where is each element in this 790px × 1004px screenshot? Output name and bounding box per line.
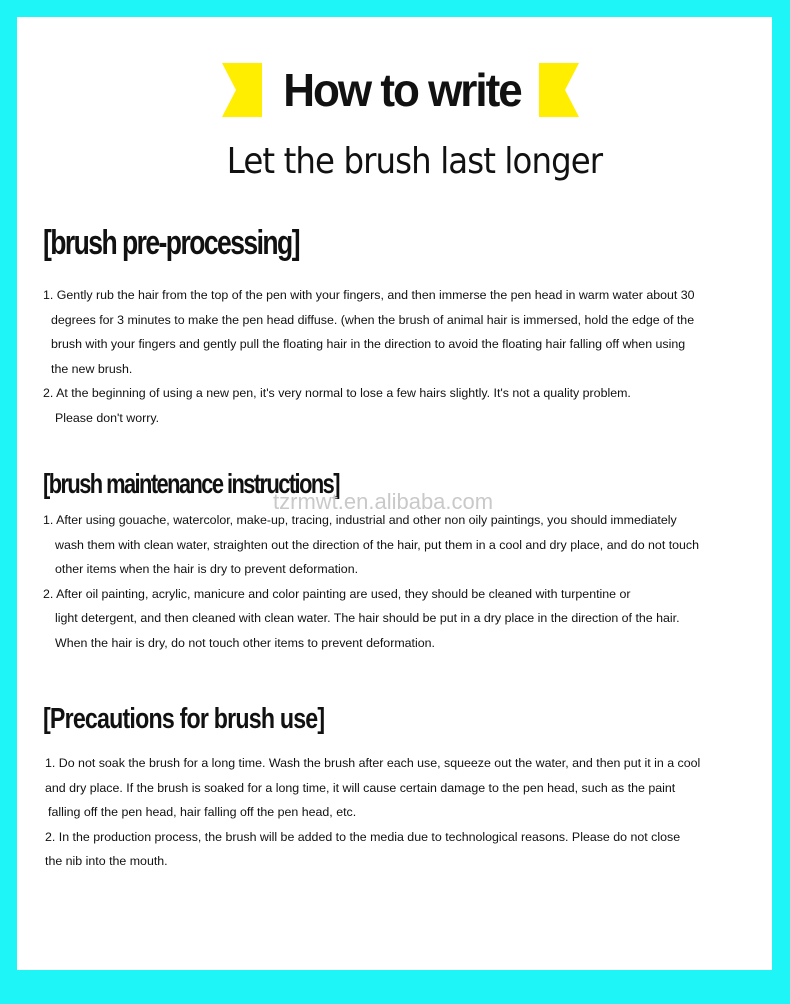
watermark: tzrmwt.en.alibaba.com <box>273 489 494 514</box>
body-line: light detergent, and then cleaned with clean water. The hair should be put in a dry place in the direction of the hair. <box>55 611 680 625</box>
page-subtitle: Let the brush last longer <box>226 141 603 182</box>
section-heading-pre-processing: [brush pre-processing] <box>43 224 299 262</box>
section-heading-maintenance: [brush maintenance instructions] <box>43 468 339 499</box>
page-title: How to write <box>283 64 521 117</box>
body-line: other items when the hair is dry to prevent deformation. <box>55 562 359 576</box>
body-line: Please don't worry. <box>55 410 160 425</box>
body-line: brush with your fingers and gently pull the floating hair in the direction to avoid the floating hair falling off when using <box>51 337 686 351</box>
left-yellow-flag-icon <box>222 63 262 117</box>
body-line: the nib into the mouth. <box>45 854 168 868</box>
section-body-precautions <box>43 751 771 874</box>
section-body-pre-processing <box>43 283 771 430</box>
body-line: degrees for 3 minutes to make the pen head diffuse. (when the brush of animal hair is immersed, hold the edge of the <box>51 312 695 327</box>
body-line: falling off the pen head, hair falling off the pen head, etc. <box>48 805 357 819</box>
body-line: the new brush. <box>51 361 133 376</box>
document-page <box>17 17 772 970</box>
section-body-maintenance <box>43 508 771 655</box>
body-line: wash them with clean water, straighten out the direction of the hair, put them in a cool and dry place, and do not touch <box>55 537 700 552</box>
body-line: 1. Do not soak the brush for a long time. Wash the brush after each use, squeeze out the water, and then put it in a cool <box>45 756 701 770</box>
body-line: 1. After using gouache, watercolor, make-up, tracing, industrial and other non oily paintings, you should immediately <box>43 513 677 527</box>
body-line: 2. At the beginning of using a new pen, it's very normal to lose a few hairs slightly. It's not a quality problem. <box>43 386 631 400</box>
body-line: 2. After oil painting, acrylic, manicure and color painting are used, they should be cleaned with turpentine or <box>43 586 631 601</box>
body-line: 1. Gently rub the hair from the top of the pen with your fingers, and then immerse the pen head in warm water about 30 <box>43 288 695 302</box>
section-heading-precautions: [Precautions for brush use] <box>43 703 325 735</box>
right-yellow-flag-icon <box>539 63 579 117</box>
body-line: 2. In the production process, the brush will be added to the media due to technological reasons. Please do not close <box>45 829 681 844</box>
title-banner <box>17 63 772 119</box>
body-line: When the hair is dry, do not touch other items to prevent deformation. <box>55 635 435 650</box>
body-line: and dry place. If the brush is soaked for a long time, it will cause certain damage to the pen head, such as the paint <box>45 780 676 795</box>
